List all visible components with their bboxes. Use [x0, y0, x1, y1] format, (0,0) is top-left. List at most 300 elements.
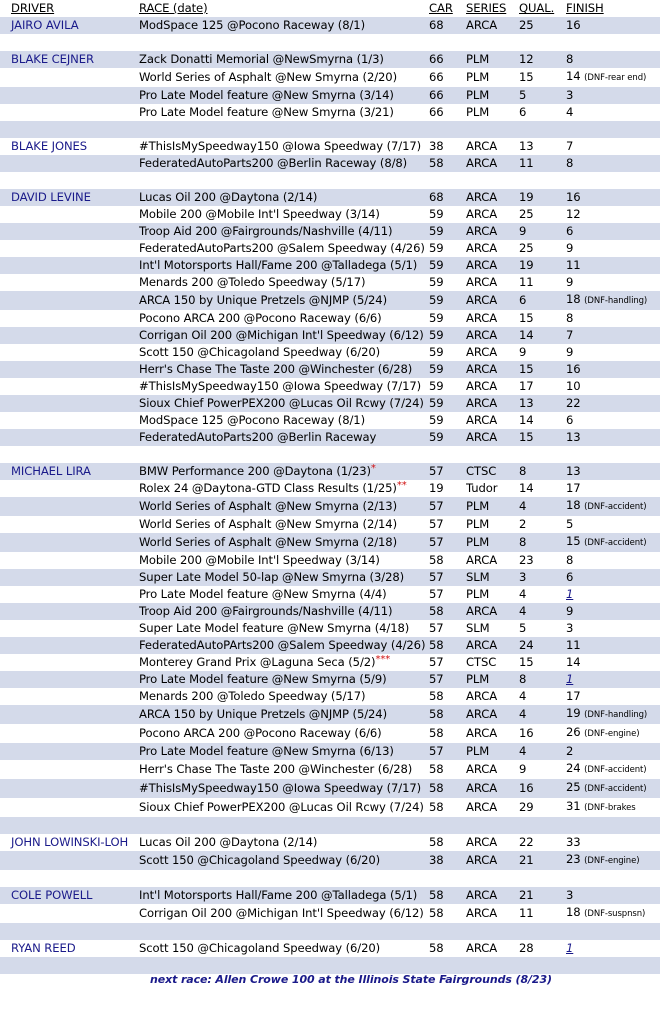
qual-cell: 11: [519, 906, 534, 920]
race-name: Herr's Chase The Taste 200 @Winchester (6/28): [139, 362, 413, 376]
qual-cell: 3: [519, 569, 566, 586]
finish-cell: [566, 344, 660, 361]
spacer-cell: [0, 172, 139, 189]
driver-cell: [0, 310, 139, 327]
race-cell: [139, 671, 429, 688]
spacer-row: [0, 121, 660, 138]
finish-note: (DNF-engine): [584, 856, 640, 866]
race-name: Troop Aid 200 @Fairgrounds/Nashville (4/11): [139, 604, 393, 618]
car-cell: 66: [429, 105, 444, 119]
car-cell: 66: [429, 70, 444, 84]
driver-cell: [0, 497, 139, 516]
race-cell: [139, 497, 429, 516]
series-cell: ARCA: [466, 779, 519, 798]
result-row: [0, 155, 660, 172]
driver-cell: [0, 274, 139, 291]
spacer-cell: [466, 446, 519, 463]
car-cell: 59: [429, 223, 466, 240]
car-cell: 58: [429, 835, 444, 849]
finish-value: 18: [566, 498, 581, 512]
race-name: #ThisIsMySpeedway150 @Iowa Speedway (7/17): [139, 139, 422, 153]
spacer-cell: [466, 172, 519, 189]
spacer-cell: [429, 446, 466, 463]
win-link[interactable]: 1: [566, 672, 574, 686]
finish-cell[interactable]: [566, 940, 660, 957]
header-race: RACE (date): [139, 1, 208, 15]
result-row: [0, 834, 660, 851]
driver-cell: [0, 68, 139, 87]
race-name: Scott 150 @Chicagoland Speedway (6/20): [139, 941, 381, 955]
spacer-cell: [466, 817, 519, 834]
spacer-cell: [429, 121, 466, 138]
finish-cell: [566, 51, 660, 68]
finish-cell: [566, 223, 660, 240]
finish-value: 13: [566, 464, 581, 478]
footnote-asterisk: ***: [375, 654, 391, 665]
spacer-cell: [519, 446, 566, 463]
car-cell: 57: [429, 497, 466, 516]
race-cell: [139, 223, 429, 240]
series-cell: ARCA: [466, 189, 519, 206]
finish-cell: [566, 620, 660, 637]
spacer-cell: [139, 172, 429, 189]
race-cell: [139, 189, 429, 206]
finish-value: 9: [566, 345, 574, 359]
qual-cell: 15: [519, 311, 534, 325]
race-cell: [139, 378, 429, 395]
finish-cell: [566, 104, 660, 121]
win-link[interactable]: 1: [566, 941, 574, 955]
car-cell: 58: [429, 553, 444, 567]
result-row: [0, 310, 660, 327]
result-row: [0, 603, 660, 620]
driver-cell: RYAN REED: [11, 941, 76, 955]
car-cell: 57: [429, 655, 444, 669]
result-row: [0, 743, 660, 760]
series-cell: PLM: [466, 497, 519, 516]
car-cell: 59: [429, 275, 444, 289]
driver-cell: DAVID LEVINE: [0, 189, 139, 206]
race-cell: [139, 760, 429, 779]
car-cell: 59: [429, 291, 466, 310]
result-row: [0, 724, 660, 743]
finish-cell: [566, 257, 660, 274]
driver-cell: [0, 760, 139, 779]
spacer-cell: [429, 817, 466, 834]
series-cell: ARCA: [466, 361, 519, 378]
car-cell: 57: [429, 743, 466, 760]
car-cell: 38: [429, 139, 444, 153]
finish-note: (DNF-accident): [584, 784, 647, 794]
race-cell: [139, 138, 429, 155]
finish-cell: [566, 87, 660, 104]
car-cell: 58: [429, 762, 444, 776]
driver-cell: [0, 851, 139, 870]
driver-cell: [0, 378, 139, 395]
finish-value: 6: [566, 413, 574, 427]
footnote-asterisk: *: [370, 463, 376, 474]
race-name: World Series of Asphalt @New Smyrna (2/13): [139, 499, 398, 513]
race-cell: [139, 344, 429, 361]
series-cell: PLM: [466, 105, 490, 119]
spacer-row: [0, 446, 660, 463]
series-cell: ARCA: [466, 275, 498, 289]
finish-cell: [566, 603, 660, 620]
footnote-asterisk: **: [396, 480, 407, 491]
car-cell: 59: [429, 241, 444, 255]
series-cell: ARCA: [466, 395, 519, 412]
qual-cell: 25: [519, 17, 566, 34]
finish-cell: [566, 552, 660, 569]
qual-cell: 6: [519, 291, 566, 310]
race-cell: [139, 533, 429, 552]
result-row: [0, 637, 660, 654]
finish-value: 6: [566, 224, 574, 238]
series-cell: ARCA: [466, 637, 519, 654]
finish-value: 8: [566, 311, 574, 325]
result-row: [0, 671, 660, 688]
finish-value: 8: [566, 156, 574, 170]
spacer-cell: [566, 446, 660, 463]
result-row: [0, 223, 660, 240]
result-row: [0, 327, 660, 344]
finish-value: 3: [566, 621, 574, 635]
race-cell: [139, 586, 429, 603]
driver-cell: [0, 155, 139, 172]
car-cell: 59: [429, 413, 444, 427]
qual-cell: 25: [519, 207, 534, 221]
driver-cell: [0, 620, 139, 637]
header-qual: QUAL.: [519, 1, 555, 15]
qual-cell: 15: [519, 70, 534, 84]
qual-cell: 15: [519, 361, 566, 378]
qual-cell: 5: [519, 87, 566, 104]
qual-cell: 9: [519, 223, 566, 240]
finish-value: 9: [566, 275, 574, 289]
series-cell: ARCA: [466, 762, 498, 776]
spacer-cell: [519, 34, 566, 51]
car-cell: 58: [429, 906, 444, 920]
series-cell: ARCA: [466, 257, 519, 274]
series-cell: SLM: [466, 569, 519, 586]
spacer-cell: [466, 870, 519, 887]
car-cell: 59: [429, 257, 466, 274]
spacer-cell: [519, 923, 566, 940]
spacer-cell: [566, 870, 660, 887]
qual-cell: 15: [519, 429, 566, 446]
finish-cell: [566, 533, 660, 552]
header-driver: DRIVER: [11, 1, 55, 15]
race-name: #ThisIsMySpeedway150 @Iowa Speedway (7/17): [139, 379, 422, 393]
spacer-cell: [519, 870, 566, 887]
race-name: World Series of Asphalt @New Smyrna (2/20): [139, 70, 398, 84]
qual-cell: 5: [519, 621, 527, 635]
finish-cell: [566, 480, 660, 497]
header-series: SERIES: [466, 1, 507, 15]
finish-value: 25: [566, 780, 581, 794]
finish-note: (DNF-suspnsn): [584, 909, 646, 919]
qual-cell: 4: [519, 705, 566, 724]
driver-cell: [0, 87, 139, 104]
series-cell: PLM: [466, 743, 519, 760]
finish-value: 7: [566, 139, 574, 153]
series-cell: ARCA: [466, 413, 498, 427]
race-name: Scott 150 @Chicagoland Speedway (6/20): [139, 345, 381, 359]
race-cell: [139, 310, 429, 327]
finish-cell: [566, 743, 660, 760]
finish-note: (DNF-brakes: [584, 803, 636, 813]
qual-cell: 6: [519, 105, 527, 119]
qual-cell: 19: [519, 189, 566, 206]
finish-cell: [566, 361, 660, 378]
race-cell: [139, 480, 429, 497]
spacer-cell: [0, 957, 139, 974]
race-cell: [139, 361, 429, 378]
finish-value: 5: [566, 517, 574, 531]
race-cell: [139, 552, 429, 569]
finish-value: 26: [566, 725, 581, 739]
car-cell: 59: [429, 207, 444, 221]
car-cell: 58: [429, 603, 466, 620]
finish-cell: [566, 310, 660, 327]
race-cell: [139, 705, 429, 724]
result-row: [0, 412, 660, 429]
race-cell: [139, 155, 429, 172]
spacer-cell: [139, 817, 429, 834]
result-row: [0, 851, 660, 870]
spacer-row: [0, 870, 660, 887]
series-cell: Tudor: [466, 481, 498, 495]
finish-value: 19: [566, 706, 581, 720]
finish-value: 14: [566, 69, 581, 83]
finish-cell: [566, 724, 660, 743]
finish-note: (DNF-engine): [584, 729, 640, 739]
series-cell: PLM: [466, 533, 519, 552]
race-cell: [139, 654, 429, 671]
finish-cell: [566, 851, 660, 870]
result-row: [0, 798, 660, 817]
car-cell: 59: [429, 429, 466, 446]
finish-value: 18: [566, 292, 581, 306]
spacer-cell: [566, 817, 660, 834]
result-row: [0, 344, 660, 361]
car-cell: 58: [429, 689, 444, 703]
race-name: Pro Late Model feature @New Smyrna (3/14): [139, 88, 394, 102]
series-cell: ARCA: [466, 553, 498, 567]
race-name: ARCA 150 by Unique Pretzels @NJMP (5/24): [139, 707, 388, 721]
spacer-cell: [139, 957, 429, 974]
series-cell: ARCA: [466, 139, 498, 153]
series-cell: CTSC: [466, 463, 519, 480]
driver-cell: [0, 412, 139, 429]
car-cell: 58: [429, 705, 466, 724]
finish-cell: [566, 688, 660, 705]
result-row: [0, 569, 660, 586]
series-cell: ARCA: [466, 941, 498, 955]
race-cell: [139, 463, 429, 480]
qual-cell: 24: [519, 637, 566, 654]
car-cell: 66: [429, 51, 466, 68]
series-cell: ARCA: [466, 906, 498, 920]
race-cell: [139, 637, 429, 654]
spacer-cell: [0, 817, 139, 834]
spacer-cell: [519, 172, 566, 189]
driver-cell: [0, 533, 139, 552]
race-cell: [139, 87, 429, 104]
race-cell: [139, 17, 429, 34]
race-name: Mobile 200 @Mobile Int'l Speedway (3/14): [139, 207, 380, 221]
spacer-cell: [466, 121, 519, 138]
finish-note: (DNF-accident): [584, 765, 647, 775]
header-finish: FINISH: [566, 1, 604, 15]
finish-value: 18: [566, 905, 581, 919]
finish-cell: [566, 240, 660, 257]
result-row: [0, 940, 660, 957]
driver-cell: [0, 480, 139, 497]
series-cell: PLM: [466, 517, 490, 531]
series-cell: ARCA: [466, 291, 519, 310]
car-cell: 59: [429, 395, 466, 412]
spacer-cell: [429, 172, 466, 189]
result-row: [0, 463, 660, 480]
qual-cell: 19: [519, 257, 566, 274]
result-row: [0, 705, 660, 724]
driver-cell: JOHN LOWINSKI-LOH: [11, 835, 129, 849]
finish-cell: [566, 904, 660, 923]
qual-cell: 4: [519, 743, 566, 760]
driver-cell: [0, 104, 139, 121]
finish-cell[interactable]: [566, 671, 660, 688]
finish-cell: [566, 68, 660, 87]
spacer-cell: [139, 923, 429, 940]
result-row: [0, 291, 660, 310]
race-name: Menards 200 @Toledo Speedway (5/17): [139, 689, 366, 703]
car-cell: 57: [429, 533, 466, 552]
driver-cell: [0, 361, 139, 378]
series-cell: PLM: [466, 87, 519, 104]
finish-cell: [566, 206, 660, 223]
car-cell: 59: [429, 379, 444, 393]
series-cell: ARCA: [466, 379, 498, 393]
race-name: Herr's Chase The Taste 200 @Winchester (6/28): [139, 762, 413, 776]
result-row: [0, 138, 660, 155]
series-cell: SLM: [466, 621, 490, 635]
finish-cell: [566, 887, 660, 904]
race-name: ModSpace 125 @Pocono Raceway (8/1): [139, 413, 365, 427]
series-cell: ARCA: [466, 155, 519, 172]
race-name: Monterey Grand Prix @Laguna Seca (5/2): [139, 655, 376, 669]
spacer-cell: [139, 34, 429, 51]
qual-cell: 4: [519, 497, 566, 516]
finish-value: 23: [566, 852, 581, 866]
spacer-cell: [466, 923, 519, 940]
series-cell: PLM: [466, 587, 490, 601]
driver-cell: [0, 240, 139, 257]
qual-cell: 2: [519, 517, 527, 531]
finish-value: 16: [566, 190, 581, 204]
finish-value: 3: [566, 88, 574, 102]
result-row: [0, 552, 660, 569]
car-cell: 57: [429, 671, 466, 688]
spacer-cell: [566, 121, 660, 138]
race-name: BMW Performance 200 @Daytona (1/23): [139, 464, 371, 478]
race-name: ModSpace 125 @Pocono Raceway (8/1): [139, 18, 365, 32]
result-row: [0, 620, 660, 637]
race-cell: [139, 798, 429, 817]
spacer-cell: [0, 121, 139, 138]
qual-cell: 15: [519, 655, 534, 669]
result-row: [0, 274, 660, 291]
race-cell: [139, 887, 429, 904]
race-cell: [139, 724, 429, 743]
race-name: Pro Late Model feature @New Smyrna (3/21): [139, 105, 394, 119]
driver-cell: BLAKE CEJNER: [0, 51, 139, 68]
driver-cell: [0, 637, 139, 654]
result-row: [0, 497, 660, 516]
car-cell: 38: [429, 851, 466, 870]
series-cell: ARCA: [466, 726, 498, 740]
car-cell: 58: [429, 800, 444, 814]
result-row: [0, 516, 660, 533]
finish-note: (DNF-rear end): [584, 73, 647, 83]
series-cell: ARCA: [466, 311, 498, 325]
race-cell: [139, 688, 429, 705]
qual-cell: 21: [519, 887, 566, 904]
result-row: [0, 586, 660, 603]
finish-cell: [566, 155, 660, 172]
result-row: [0, 51, 660, 68]
series-cell: PLM: [466, 70, 490, 84]
next-race-note: next race: Allen Crowe 100 at the Illinois State Fairgrounds (8/23): [150, 973, 552, 986]
finish-cell: [566, 291, 660, 310]
finish-value: 16: [566, 362, 581, 376]
finish-cell: [566, 395, 660, 412]
result-row: [0, 429, 660, 446]
finish-cell: [566, 378, 660, 395]
car-cell: 58: [429, 941, 444, 955]
race-name: Sioux Chief PowerPEX200 @Lucas Oil Rcwy (7/24): [139, 396, 424, 410]
finish-note: (DNF-handling): [584, 710, 648, 720]
finish-note: (DNF-handling): [584, 296, 648, 306]
race-cell: [139, 620, 429, 637]
race-cell: [139, 516, 429, 533]
car-cell: 59: [429, 361, 466, 378]
car-cell: 58: [429, 637, 466, 654]
finish-cell: [566, 516, 660, 533]
qual-cell: 17: [519, 379, 534, 393]
spacer-cell: [429, 870, 466, 887]
finish-value: 10: [566, 379, 581, 393]
race-name: Lucas Oil 200 @Daytona (2/14): [139, 835, 318, 849]
driver-cell: [0, 705, 139, 724]
series-cell: ARCA: [466, 800, 498, 814]
finish-cell[interactable]: [566, 586, 660, 603]
race-cell: [139, 206, 429, 223]
spacer-cell: [0, 446, 139, 463]
car-cell: 57: [429, 463, 466, 480]
finish-cell: [566, 429, 660, 446]
qual-cell: 14: [519, 413, 534, 427]
result-row: [0, 760, 660, 779]
finish-value: 24: [566, 761, 581, 775]
car-cell: 59: [429, 311, 444, 325]
spacer-row: [0, 34, 660, 51]
driver-cell: [0, 688, 139, 705]
series-cell: ARCA: [466, 429, 519, 446]
qual-cell: 16: [519, 779, 566, 798]
spacer-cell: [429, 923, 466, 940]
win-link[interactable]: 1: [566, 587, 574, 601]
